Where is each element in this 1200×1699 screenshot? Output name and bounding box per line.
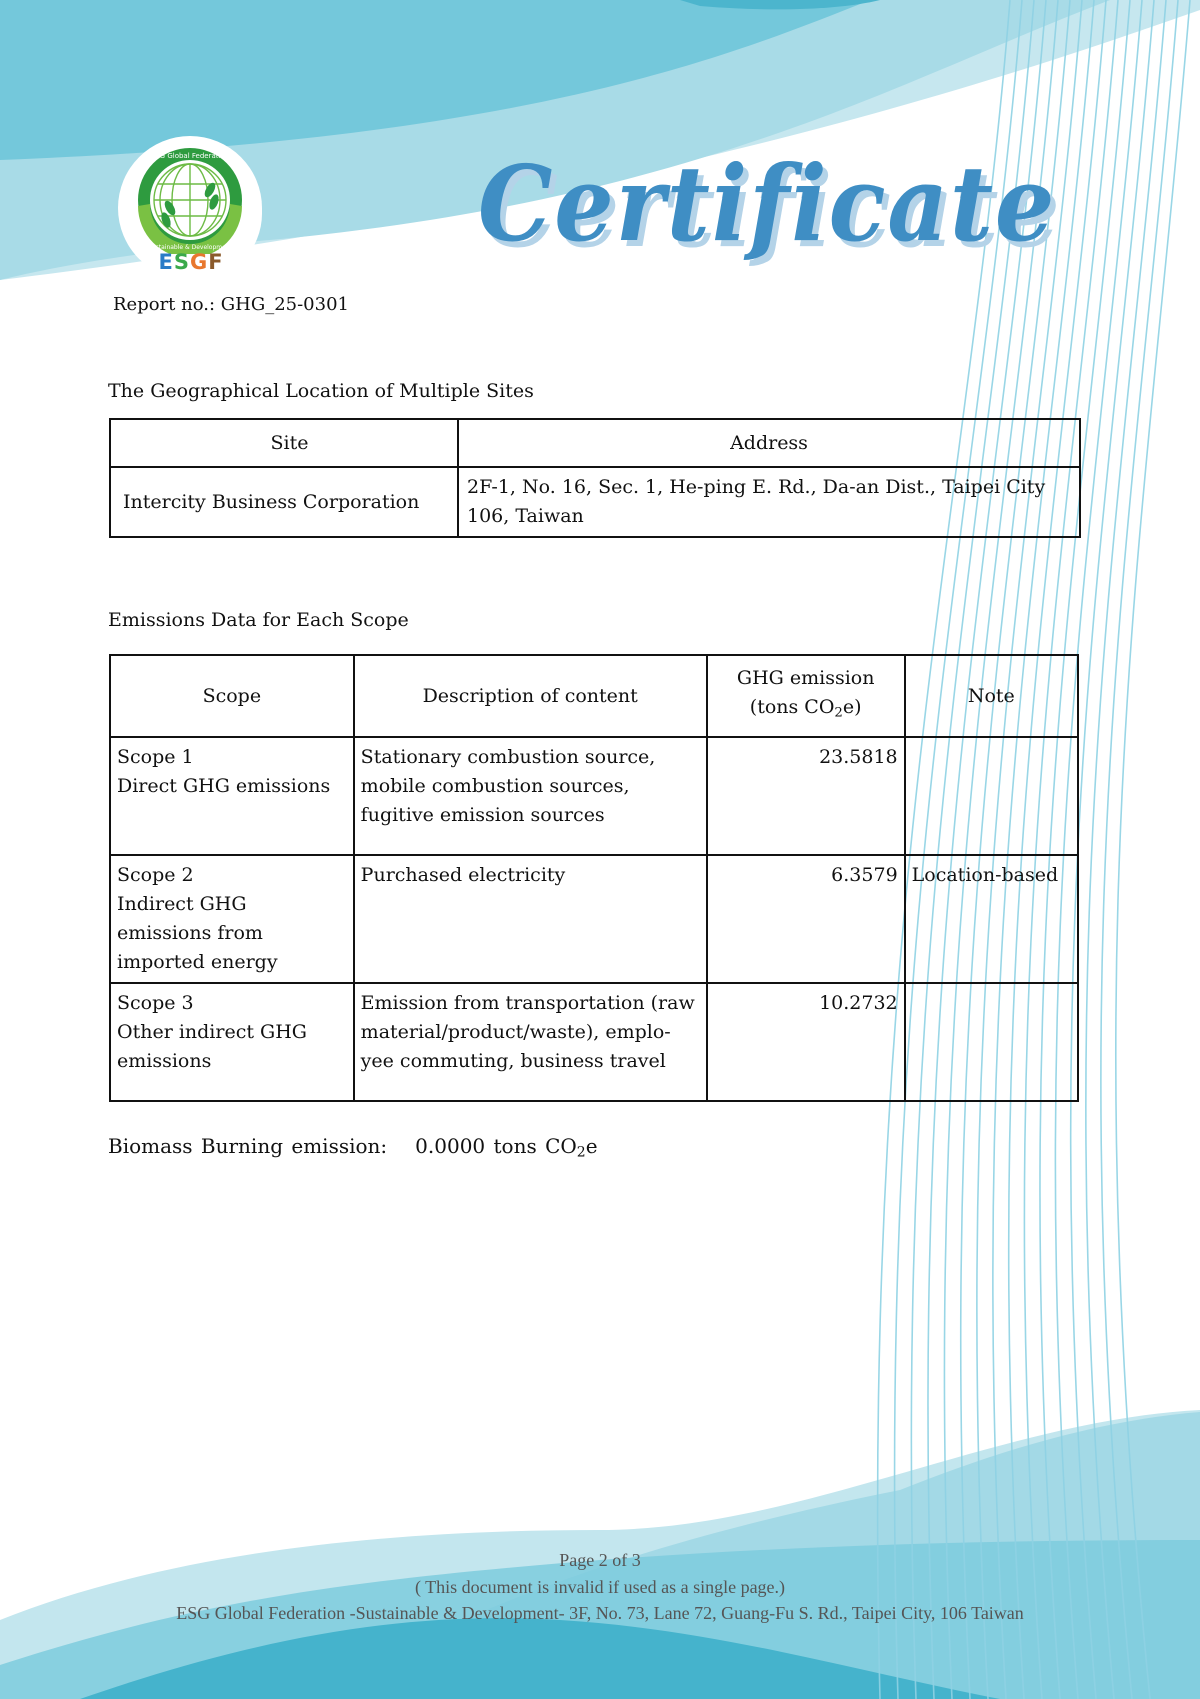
logo-ring-bottom-text: Sustainable & Development bbox=[148, 244, 232, 251]
scope-desc: Indirect GHG emissions from imported energy bbox=[117, 893, 278, 973]
logo-letter-f: F bbox=[208, 250, 224, 274]
esgf-logo bbox=[118, 136, 264, 286]
scope-desc: Other indirect GHG emissions bbox=[117, 1021, 307, 1072]
note-cell bbox=[905, 737, 1078, 855]
footer-page-number: Page 2 of 3 bbox=[559, 1550, 641, 1570]
biomass-value-text: 0.0000 tons CO bbox=[415, 1134, 577, 1158]
emissions-table-header bbox=[110, 655, 1078, 737]
emission-value: 23.5818 bbox=[707, 737, 905, 855]
ghg-header-line1: GHG emission bbox=[736, 667, 875, 690]
note-cell bbox=[905, 983, 1078, 1101]
column-header-description: Description of content bbox=[354, 655, 707, 737]
scope-name: Scope 3 bbox=[117, 992, 194, 1014]
ghg-header-unit-suffix: e) bbox=[842, 696, 862, 719]
emissions-section-title: Emissions Data for Each Scope bbox=[108, 609, 409, 631]
footer-notice: ( This document is invalid if used as a single page.) bbox=[414, 1577, 786, 1597]
certificate-title: Certificate bbox=[478, 142, 1057, 265]
column-header-note: Note bbox=[905, 655, 1078, 737]
biomass-emission bbox=[108, 1134, 598, 1161]
scope-cell bbox=[110, 737, 354, 855]
logo-wordmark bbox=[118, 250, 264, 274]
scope-cell bbox=[110, 983, 354, 1101]
table-row bbox=[110, 855, 1078, 983]
column-header-site: Site bbox=[110, 419, 458, 467]
biomass-label: Biomass Burning emission: bbox=[108, 1134, 388, 1158]
emission-value: 10.2732 bbox=[707, 983, 905, 1101]
biomass-subscript: 2 bbox=[576, 1144, 586, 1161]
emission-value: 6.3579 bbox=[707, 855, 905, 983]
logo-ring-top-text: ESG Global Federation bbox=[150, 152, 230, 160]
description-cell: Stationary combustion source, mobile combustion sources, fugitive emission sources bbox=[354, 737, 707, 855]
description-cell: Emission from transportation (raw material/product/waste), emplo-yee commuting, business travel bbox=[354, 983, 707, 1101]
globe-laurel-icon bbox=[136, 146, 244, 254]
logo-letter-g: G bbox=[189, 250, 209, 274]
scope-name: Scope 2 bbox=[117, 864, 194, 886]
column-header-address: Address bbox=[458, 419, 1080, 467]
footer-address: ESG Global Federation -Sustainable & Development- 3F, No. 73, Lane 72, Guang-Fu S. Rd., Taipei City, 106 Taiwan bbox=[176, 1603, 1024, 1623]
logo-letter-e: E bbox=[158, 250, 174, 274]
emissions-table bbox=[109, 654, 1079, 1102]
scope-cell bbox=[110, 855, 354, 983]
ghg-header-subscript: 2 bbox=[834, 705, 843, 721]
sites-table bbox=[109, 418, 1081, 538]
table-row bbox=[110, 737, 1078, 855]
logo-letter-s: S bbox=[173, 250, 190, 274]
sites-table-header bbox=[110, 419, 1080, 467]
report-number: Report no.: GHG_25-0301 bbox=[113, 294, 349, 315]
description-cell: Purchased electricity bbox=[354, 855, 707, 983]
scope-desc: Direct GHG emissions bbox=[117, 775, 331, 797]
site-address: 2F-1, No. 16, Sec. 1, He-ping E. Rd., Da-an Dist., Taipei City 106, Taiwan bbox=[458, 467, 1080, 537]
column-header-scope: Scope bbox=[110, 655, 354, 737]
site-name: Intercity Business Corporation bbox=[110, 467, 458, 537]
biomass-value-suffix: e bbox=[585, 1134, 598, 1158]
sites-section-title: The Geographical Location of Multiple Sites bbox=[108, 380, 534, 402]
note-cell: Location-based bbox=[905, 855, 1078, 983]
table-row bbox=[110, 983, 1078, 1101]
ghg-header-unit: (tons CO bbox=[749, 696, 835, 719]
table-row bbox=[110, 467, 1080, 537]
scope-name: Scope 1 bbox=[117, 746, 194, 768]
biomass-value bbox=[415, 1134, 598, 1161]
column-header-ghg-emission bbox=[707, 655, 905, 737]
